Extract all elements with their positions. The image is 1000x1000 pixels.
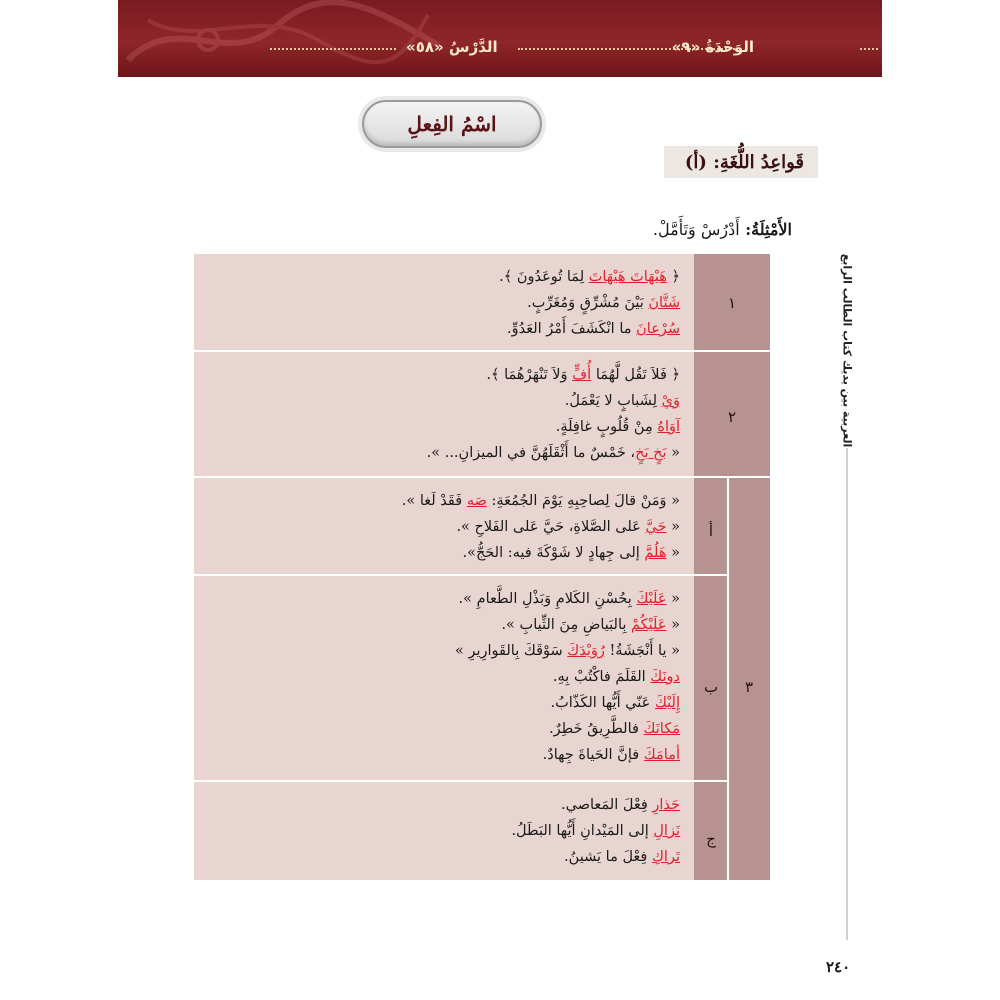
example-line: ﴿ فَلاَ تَقُل لَّهُمَا أُفٍّ وَلاَ تَنْهَرْهُمَا ﴾. bbox=[486, 367, 680, 383]
example-line: دونَكَ القَلَمَ فاكْتُبْ بِهِ. bbox=[552, 669, 680, 685]
lesson-title bbox=[362, 100, 542, 148]
examples-label bbox=[653, 220, 792, 239]
example-line: وَيْ لِشَبابٍ لا يَعْمَلُ. bbox=[564, 393, 680, 409]
example-line: تَراكِ فِعْلَ ما يَشينُ. bbox=[564, 849, 680, 865]
example-line: شَتَّانَ بَيْنَ مُشْرِّقٍ وَمُغَرِّبٍ. bbox=[527, 295, 680, 311]
example-line: « عَلَيْكُمْ بِالبَياضِ مِنَ الثِّيابِ ». bbox=[501, 617, 680, 633]
example-line: « عَلَيْكَ بِحُسْنِ الكَلامِ وَبَذْلِ الطَّعامِ ». bbox=[458, 591, 680, 607]
side-divider bbox=[846, 448, 848, 940]
example-line: آوَاهُ مِنْ قُلُوبٍ غافِلَةٍ. bbox=[555, 419, 680, 435]
example-line: ﴿ هَيْهَاتَ هَيْهَاتَ لِمَا تُوعَدُونَ ﴾. bbox=[499, 269, 680, 285]
example-line: مَكانَكَ فالطَّرِيقُ خَطِرٌ. bbox=[549, 721, 680, 737]
example-line: « يا أَنْجَشَةُ! رُوَيْدَكَ سَوْقَكَ بِالقَوارِيرِ » bbox=[455, 643, 680, 659]
example-line: « بَخٍ بَخٍ، خَمْسٌ ما أَثْقَلَهُنَّ في الميزانِ... ». bbox=[426, 445, 680, 461]
unit-label: الوَحْدَةُ «٩» bbox=[671, 38, 754, 56]
dotted-rule-left bbox=[270, 48, 396, 50]
row-letter: ب bbox=[703, 678, 719, 696]
calligraphy-decoration bbox=[118, 0, 448, 77]
header-banner bbox=[118, 0, 882, 77]
table-row bbox=[194, 352, 694, 476]
example-line: « حَيَّ عَلى الصَّلاةِ، حَيَّ عَلى الفَلاحِ ». bbox=[456, 519, 680, 535]
example-line: « هَلُمَّ إلى جِهادٍ لا شَوْكَةَ فيه: الحَجُّ». bbox=[462, 545, 680, 561]
example-line: سُرْعانَ ما انْكَشَفَ أَمْرُ العَدُوِّ. bbox=[507, 321, 680, 337]
examples-label-sub: أَدْرُسْ وَتَأَمَّلْ. bbox=[652, 220, 740, 239]
row-number: ١ bbox=[727, 294, 737, 312]
table-row bbox=[194, 576, 694, 778]
page-number: ٢٤٠ bbox=[826, 958, 851, 976]
side-book-title-text: العربية بين يديك كتاب الطالب الرابع bbox=[840, 253, 854, 447]
table-row bbox=[194, 254, 694, 350]
lesson-title-text: اسْمُ الفِعلِ bbox=[407, 112, 497, 136]
section-heading bbox=[664, 146, 818, 178]
examples-table bbox=[194, 254, 770, 880]
table-row bbox=[194, 782, 694, 880]
dotted-rule-right bbox=[860, 48, 878, 50]
side-book-title bbox=[836, 250, 858, 450]
table-row bbox=[194, 478, 694, 574]
examples-label-main: الأَمْثِلَةُ: bbox=[745, 220, 792, 239]
lesson-label: الدَّرْسُ «٥٨» bbox=[406, 38, 498, 56]
section-heading-text: قَواعِدُ اللُّغَةِ: (أ) bbox=[684, 151, 804, 173]
example-line: حَذارِ فِعْلَ المَعاصي. bbox=[561, 797, 680, 813]
example-line: نَزالِ إلى المَيْدانِ أَيُّها البَطَلُ. bbox=[511, 823, 680, 839]
row-letter: أ bbox=[708, 522, 714, 540]
row-number: ٢ bbox=[727, 408, 737, 426]
group-number: ٣ bbox=[744, 678, 754, 696]
example-line: أمامَكَ فإنَّ الحَياةَ جِهادٌ. bbox=[542, 747, 680, 763]
row-letter: ج bbox=[706, 830, 716, 848]
example-line: « وَمَنْ قالَ لِصاحِبِهِ يَوْمَ الجُمُعَةِ: صَه فَقَدْ لَغا ». bbox=[401, 493, 680, 509]
example-line: إِلَيْكَ عَنّي أَيُّها الكَذّابُ. bbox=[550, 695, 680, 711]
